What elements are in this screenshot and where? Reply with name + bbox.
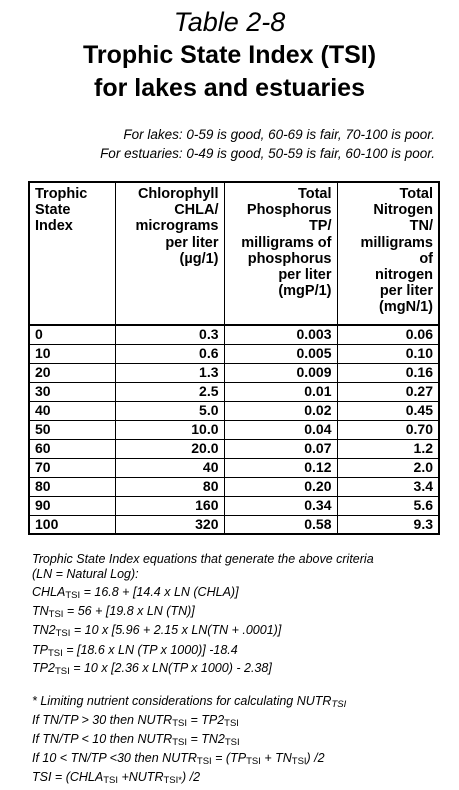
chla-cell: 20.0 <box>115 439 224 458</box>
table-row <box>29 363 439 382</box>
table-row <box>29 458 439 477</box>
table-row <box>29 515 439 534</box>
tn-cell: 0.27 <box>337 382 439 401</box>
tp-cell: 0.01 <box>224 382 337 401</box>
tn-cell: 0.70 <box>337 420 439 439</box>
tn2-equation: $TN2_{TSI} = 10$ x [5.96 + 2.15 x LN(TN + .0001)] <box>32 623 282 639</box>
tp-cell: 0.02 <box>224 401 337 420</box>
tn-cell: 5.6 <box>337 496 439 515</box>
tsi-cell: 40 <box>29 401 115 420</box>
if-ratio-above-30: If TN/TP > 30 then $NUTR_{TSI} = TP2_{TSI}$ <box>32 713 239 729</box>
chla-cell: 0.3 <box>115 325 224 344</box>
chla-cell: 160 <box>115 496 224 515</box>
tn-cell: 0.45 <box>337 401 439 420</box>
tp-cell: 0.04 <box>224 420 337 439</box>
header-chlorophyll: Chlorophyll CHLA/ micrograms per liter (µg/1) <box>115 182 224 325</box>
chla-cell: 40 <box>115 458 224 477</box>
tsi-cell: 20 <box>29 363 115 382</box>
chla-cell: 1.3 <box>115 363 224 382</box>
tp-cell: 0.58 <box>224 515 337 534</box>
tp-cell: 0.20 <box>224 477 337 496</box>
chla-cell: 0.6 <box>115 344 224 363</box>
tp-cell: 0.003 <box>224 325 337 344</box>
tsi-cell: 80 <box>29 477 115 496</box>
chla-cell: 10.0 <box>115 420 224 439</box>
tsi-cell: 30 <box>29 382 115 401</box>
tn-cell: 0.06 <box>337 325 439 344</box>
chla-cell: 5.0 <box>115 401 224 420</box>
equations-intro-ln: (LN = Natural Log): <box>32 567 139 581</box>
tsi-cell: 90 <box>29 496 115 515</box>
tn-cell: 2.0 <box>337 458 439 477</box>
page-title: Trophic State Index (TSI) <box>82 41 377 69</box>
header-tsi: Trophic State Index <box>29 182 115 325</box>
chla-cell: 2.5 <box>115 382 224 401</box>
tsi-table <box>28 181 440 535</box>
tsi-cell: 60 <box>29 439 115 458</box>
tn-cell: 3.4 <box>337 477 439 496</box>
header-phosphorus: Total Phosphorus TP/ milligrams of phosphorus per liter (mgP/1) <box>224 182 337 325</box>
tn-cell: 0.16 <box>337 363 439 382</box>
table-number-title: Table 2-8 <box>173 7 286 37</box>
tsi-cell: 0 <box>29 325 115 344</box>
chla-equation: $CHLA_{TSI} = 16.8 + [14.4$ x LN (CHLA)] <box>32 585 239 601</box>
if-ratio-between: If 10 < TN/TP <30 then $NUTR_{TSI} = (TP_{TSI} + TN_{TSI})$ /2 <box>32 751 325 767</box>
limiting-nutrient-note: * Limiting nutrient considerations for calculating $NUTR_{TSI}$ <box>32 694 347 710</box>
tn-cell: 9.3 <box>337 515 439 534</box>
lakes-criteria-note: For lakes: 0-59 is good, 60-69 is fair, 70-100 is poor. <box>123 127 435 142</box>
chla-cell: 320 <box>115 515 224 534</box>
tn-cell: 1.2 <box>337 439 439 458</box>
table-row <box>29 325 439 344</box>
tp-cell: 0.005 <box>224 344 337 363</box>
table-row <box>29 401 439 420</box>
final-tsi-equation: TSI = ($CHLA_{TSI}$ $+NUTR_{TSI*}$) /2 <box>32 770 201 786</box>
table-row <box>29 439 439 458</box>
if-ratio-below-10: If TN/TP < 10 then $NUTR_{TSI} = TN2_{TSI}$ <box>32 732 240 748</box>
tp2-equation: $TP2_{TSI} = 10$ x [2.36 x LN(TP x 1000) - 2.38] <box>32 661 272 677</box>
chla-cell: 80 <box>115 477 224 496</box>
tn-equation: $TN_{TSI} = 56 + [19.8$ x LN (TN)] <box>32 604 195 620</box>
tp-cell: 0.07 <box>224 439 337 458</box>
tp-equation: $TP_{TSI} = [18.6$ x LN (TP x 1000)] -18.4 <box>32 643 238 659</box>
header-nitrogen: Total Nitrogen TN/ milligrams of nitrogen per liter (mgN/1) <box>337 182 439 325</box>
tsi-cell: 50 <box>29 420 115 439</box>
table-row <box>29 477 439 496</box>
tn-cell: 0.10 <box>337 344 439 363</box>
page-subtitle: for lakes and estuaries <box>94 74 365 102</box>
table-row <box>29 382 439 401</box>
tp-cell: 0.12 <box>224 458 337 477</box>
tp-cell: 0.34 <box>224 496 337 515</box>
tp-cell: 0.009 <box>224 363 337 382</box>
equations-intro: Trophic State Index equations that generate the above criteria <box>32 552 374 566</box>
table-header-row <box>29 182 439 325</box>
estuaries-criteria-note: For estuaries: 0-49 is good, 50-59 is fair, 60-100 is poor. <box>100 146 435 161</box>
table-row <box>29 420 439 439</box>
tsi-cell: 100 <box>29 515 115 534</box>
table-row <box>29 496 439 515</box>
table-row <box>29 344 439 363</box>
tsi-cell: 70 <box>29 458 115 477</box>
tsi-cell: 10 <box>29 344 115 363</box>
